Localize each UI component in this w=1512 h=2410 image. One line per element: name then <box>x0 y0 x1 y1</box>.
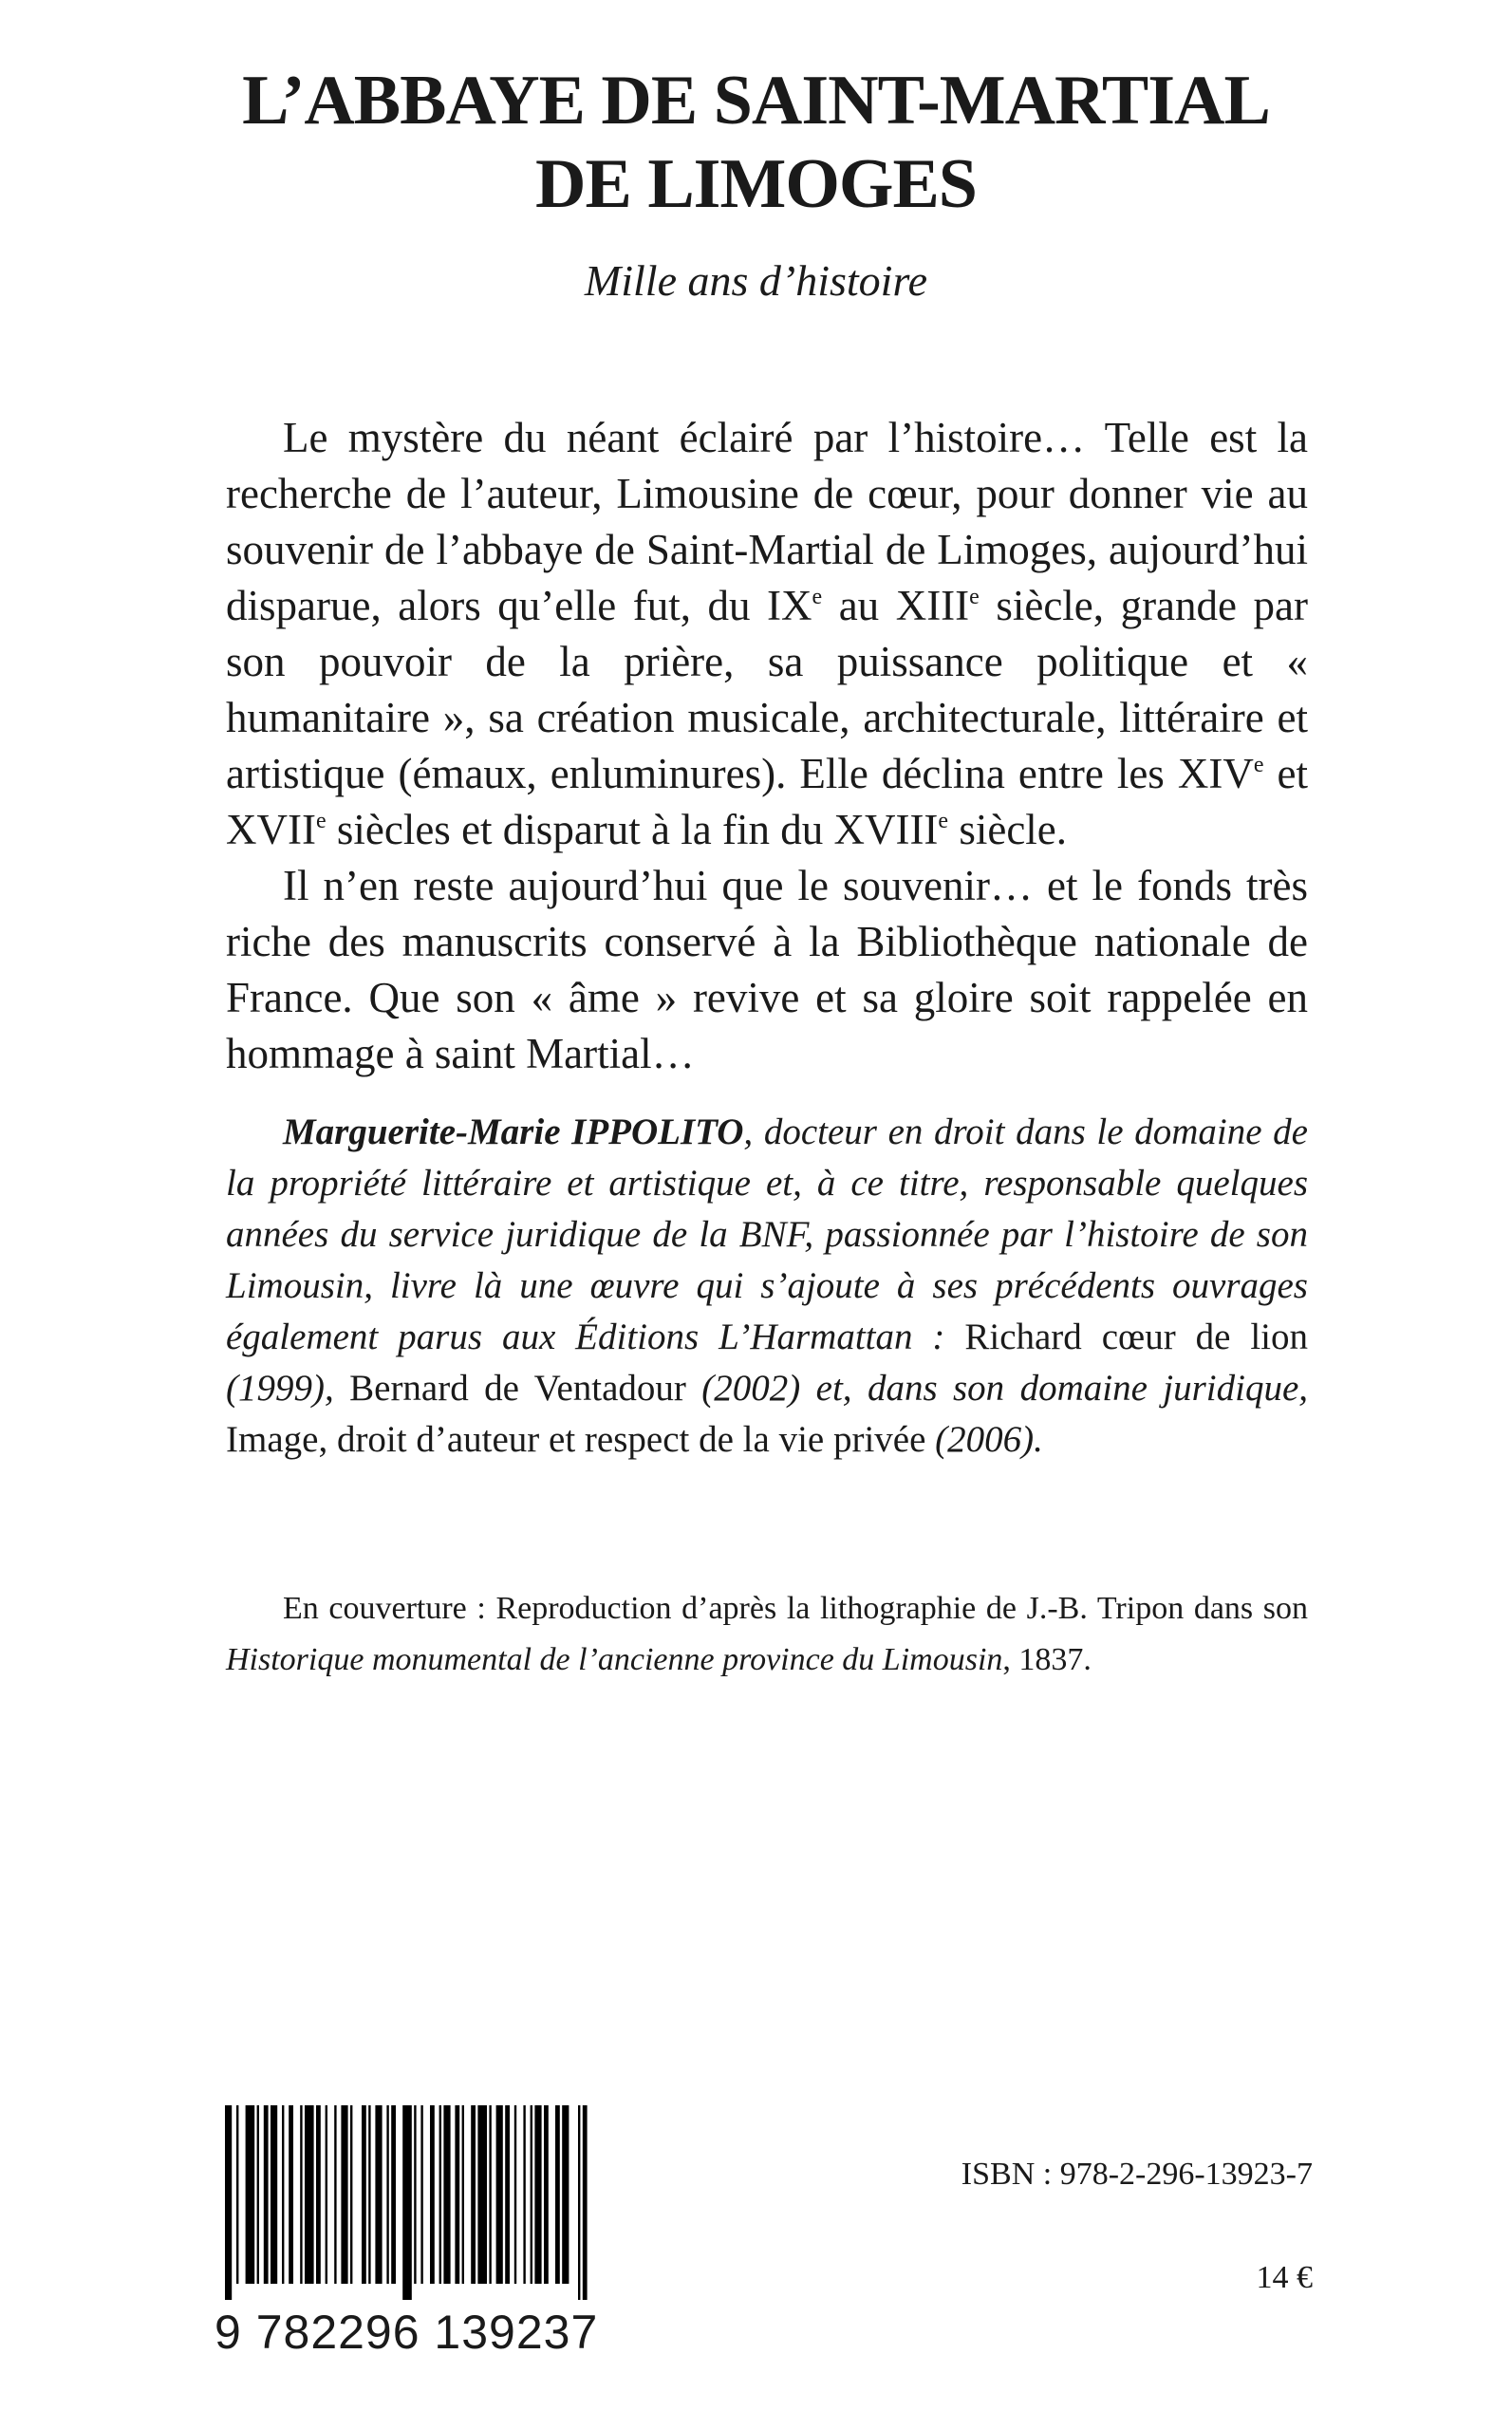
barcode-bar <box>341 2105 347 2284</box>
isbn: ISBN : 978-2-296-13923-7 <box>961 2157 1313 2192</box>
barcode-bar <box>462 2105 464 2284</box>
book-richard: Richard cœur de lion <box>964 1317 1308 1357</box>
barcode-bar <box>523 2105 525 2284</box>
barcode-bar <box>514 2105 516 2284</box>
barcode-bar <box>443 2105 450 2284</box>
barcode-bar <box>225 2105 232 2300</box>
barcode-bar <box>544 2105 549 2284</box>
barcode-bar <box>257 2105 259 2284</box>
barcode-bar <box>316 2105 321 2284</box>
barcode-bar <box>326 2105 327 2284</box>
barcode-bar <box>350 2105 352 2284</box>
barcode-bar <box>420 2105 422 2284</box>
barcode-bar <box>334 2105 336 2284</box>
barcode-bar <box>562 2105 569 2284</box>
barcode-bar <box>289 2105 293 2284</box>
cover-work-title: Historique monumental de l’ancienne province du Limousin <box>226 1642 1003 1677</box>
barcode-bar <box>477 2105 487 2284</box>
book-title-line-1: L’ABBAYE DE SAINT-MARTIAL <box>242 62 1270 140</box>
barcode-bar <box>555 2105 560 2284</box>
barcode-bar <box>402 2105 412 2300</box>
barcode-bar <box>236 2105 238 2284</box>
book-title-line-2: DE LIMOGES <box>535 145 977 223</box>
barcode-bar <box>271 2105 277 2284</box>
barcode-bar <box>583 2105 588 2300</box>
book-title <box>0 59 1512 226</box>
summary-text <box>226 410 1308 1082</box>
barcode-bar <box>300 2105 302 2284</box>
barcode-bar <box>386 2105 388 2284</box>
price: 14 € <box>1256 2260 1313 2295</box>
barcode-bar <box>264 2105 269 2284</box>
barcode-digits: 9 782296 139237 <box>215 2306 599 2359</box>
barcode-bar <box>362 2105 366 2284</box>
book-subtitle: Mille ans d’histoire <box>584 256 928 305</box>
barcode-bar <box>455 2105 459 2284</box>
barcode-bar <box>246 2105 255 2284</box>
barcode-bar <box>439 2105 441 2284</box>
barcode-bar <box>505 2105 510 2284</box>
cover-credit: En couverture : Reproduction d’après la lithographie de J.-B. Tripon dans son Historique monumental de l’ancienne province du Limousin, 1837. <box>226 1591 1308 1677</box>
barcode-bar <box>368 2105 370 2284</box>
barcode-bar <box>471 2105 476 2284</box>
barcode-bar <box>414 2105 416 2284</box>
book-bernard: Bernard de Ventadour <box>349 1368 686 1409</box>
barcode-bar <box>534 2105 541 2284</box>
barcode-bar <box>578 2105 580 2300</box>
barcode-bar <box>282 2105 284 2284</box>
barcode-bar <box>375 2105 382 2284</box>
summary-paragraph-2: Il n’en reste aujourd’hui que le souvenir… et le fonds très riche des manuscrits conservé à la Bibliothèque nationale de France. Que son « âme » revive et sa gloire soit rappelée en hommage à saint Martial… <box>226 862 1308 1077</box>
barcode-bar <box>496 2105 503 2284</box>
barcode-bar <box>391 2105 396 2284</box>
author-name: Marguerite-Marie IPPOLITO <box>283 1112 744 1152</box>
summary-paragraph-1: Le mystère du néant éclairé par l’histoire… Telle est la recherche de l’auteur, Limousine de cœur, pour donner vie au souvenir de l’abbaye de Saint-Martial de Limoges, aujourd’hui disparue, alors qu’elle fut, du IXe au XIIIe siècle, grande par son pouvoir de la prière, sa puissance politique et « humanitaire », sa création musicale, architecturale, littéraire et artistique (émaux, enluminures). Elle déclina entre les XIVe et XVIIe siècles et disparut à la fin du XVIIIe siècle. <box>226 414 1308 853</box>
barcode-bar <box>430 2105 435 2284</box>
barcode-bar <box>489 2105 491 2284</box>
barcode-icon <box>225 2105 588 2300</box>
barcode-bar <box>305 2105 314 2284</box>
author-bio: Marguerite-Marie IPPOLITO, docteur en droit dans le domaine de la propriété littéraire et artistique et, à ce titre, responsable quelques années du service juridique de la BNF, passionnée par l’histoire de son Limousin, livre là une œuvre qui s’ajoute à ses précédents ouvrages également parus aux Éditions L’Harmattan : Richard cœur de lion (1999), Bernard de Ventadour (2002) et, dans son domaine juridique, Image, droit d’auteur et respect de la vie privée (2006). <box>226 1112 1309 1460</box>
barcode-bar <box>531 2105 532 2284</box>
book-image: Image, droit d’auteur et respect de la vie privée <box>226 1419 926 1460</box>
